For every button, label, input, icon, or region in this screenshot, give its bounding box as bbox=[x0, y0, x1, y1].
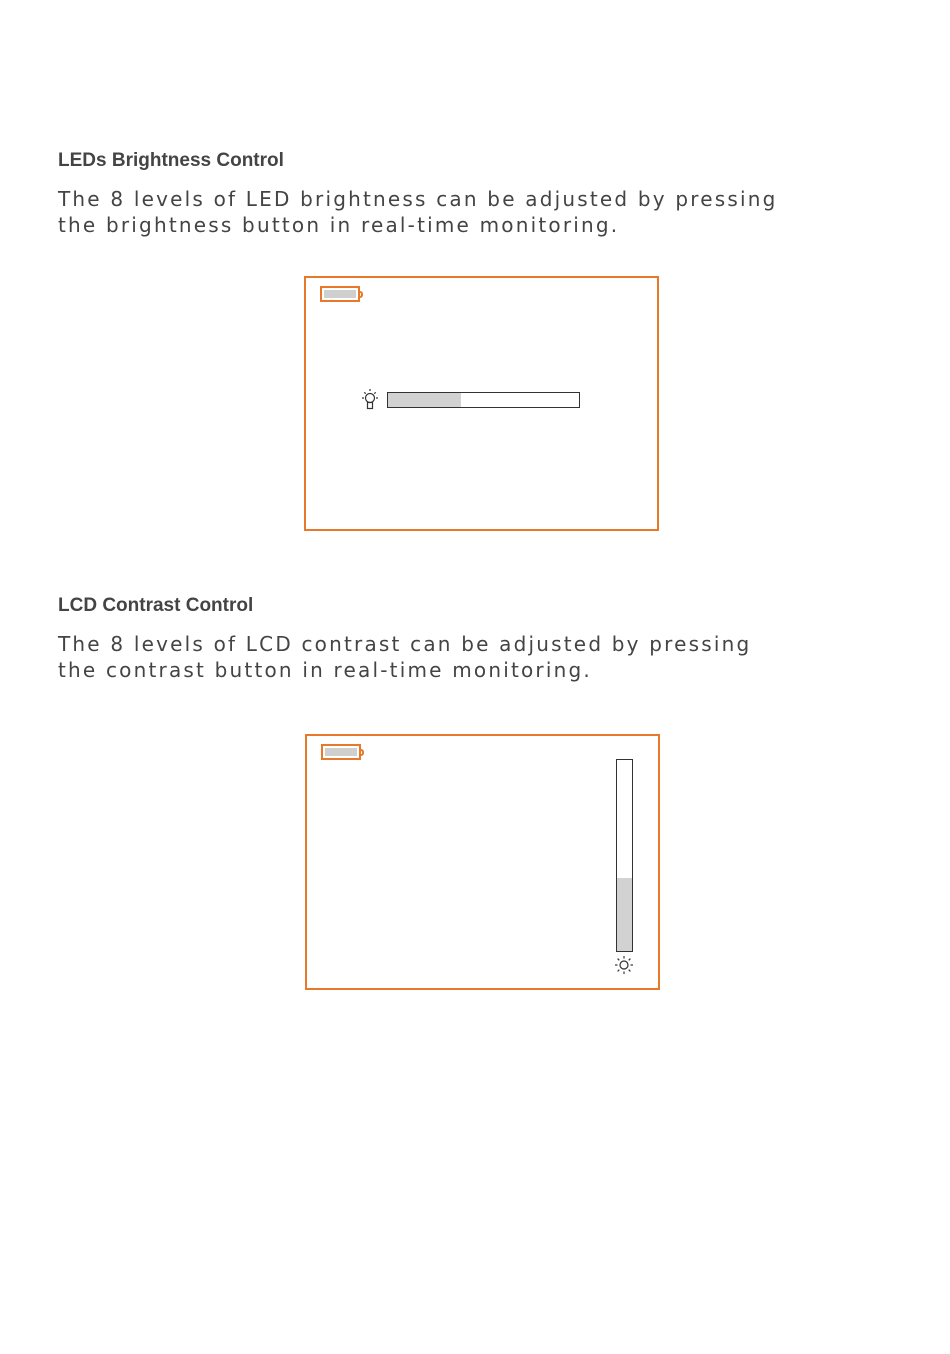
battery-icon bbox=[320, 286, 360, 302]
contrast-heading: LCD Contrast Control bbox=[58, 595, 254, 616]
brightness-heading: LEDs Brightness Control bbox=[58, 150, 284, 171]
brightness-description-line2: the brightness button in real-time monitoring. bbox=[58, 213, 620, 237]
brightness-level-bar bbox=[387, 392, 580, 408]
contrast-description bbox=[58, 631, 751, 683]
sun-icon bbox=[613, 954, 635, 976]
brightness-description bbox=[58, 186, 778, 238]
contrast-level-bar bbox=[616, 759, 633, 952]
contrast-screen-illustration bbox=[305, 734, 660, 990]
brightness-description-line1: The 8 levels of LED brightness can be adjusted by pressing bbox=[58, 187, 778, 211]
contrast-level-fill bbox=[617, 878, 632, 951]
bulb-icon bbox=[360, 388, 380, 414]
battery-icon bbox=[321, 744, 361, 760]
contrast-description-line1: The 8 levels of LCD contrast can be adjusted by pressing bbox=[58, 632, 752, 656]
contrast-description-line2: the contrast button in real-time monitoring. bbox=[58, 658, 592, 682]
brightness-screen-illustration bbox=[304, 276, 659, 531]
brightness-level-fill bbox=[388, 393, 461, 407]
